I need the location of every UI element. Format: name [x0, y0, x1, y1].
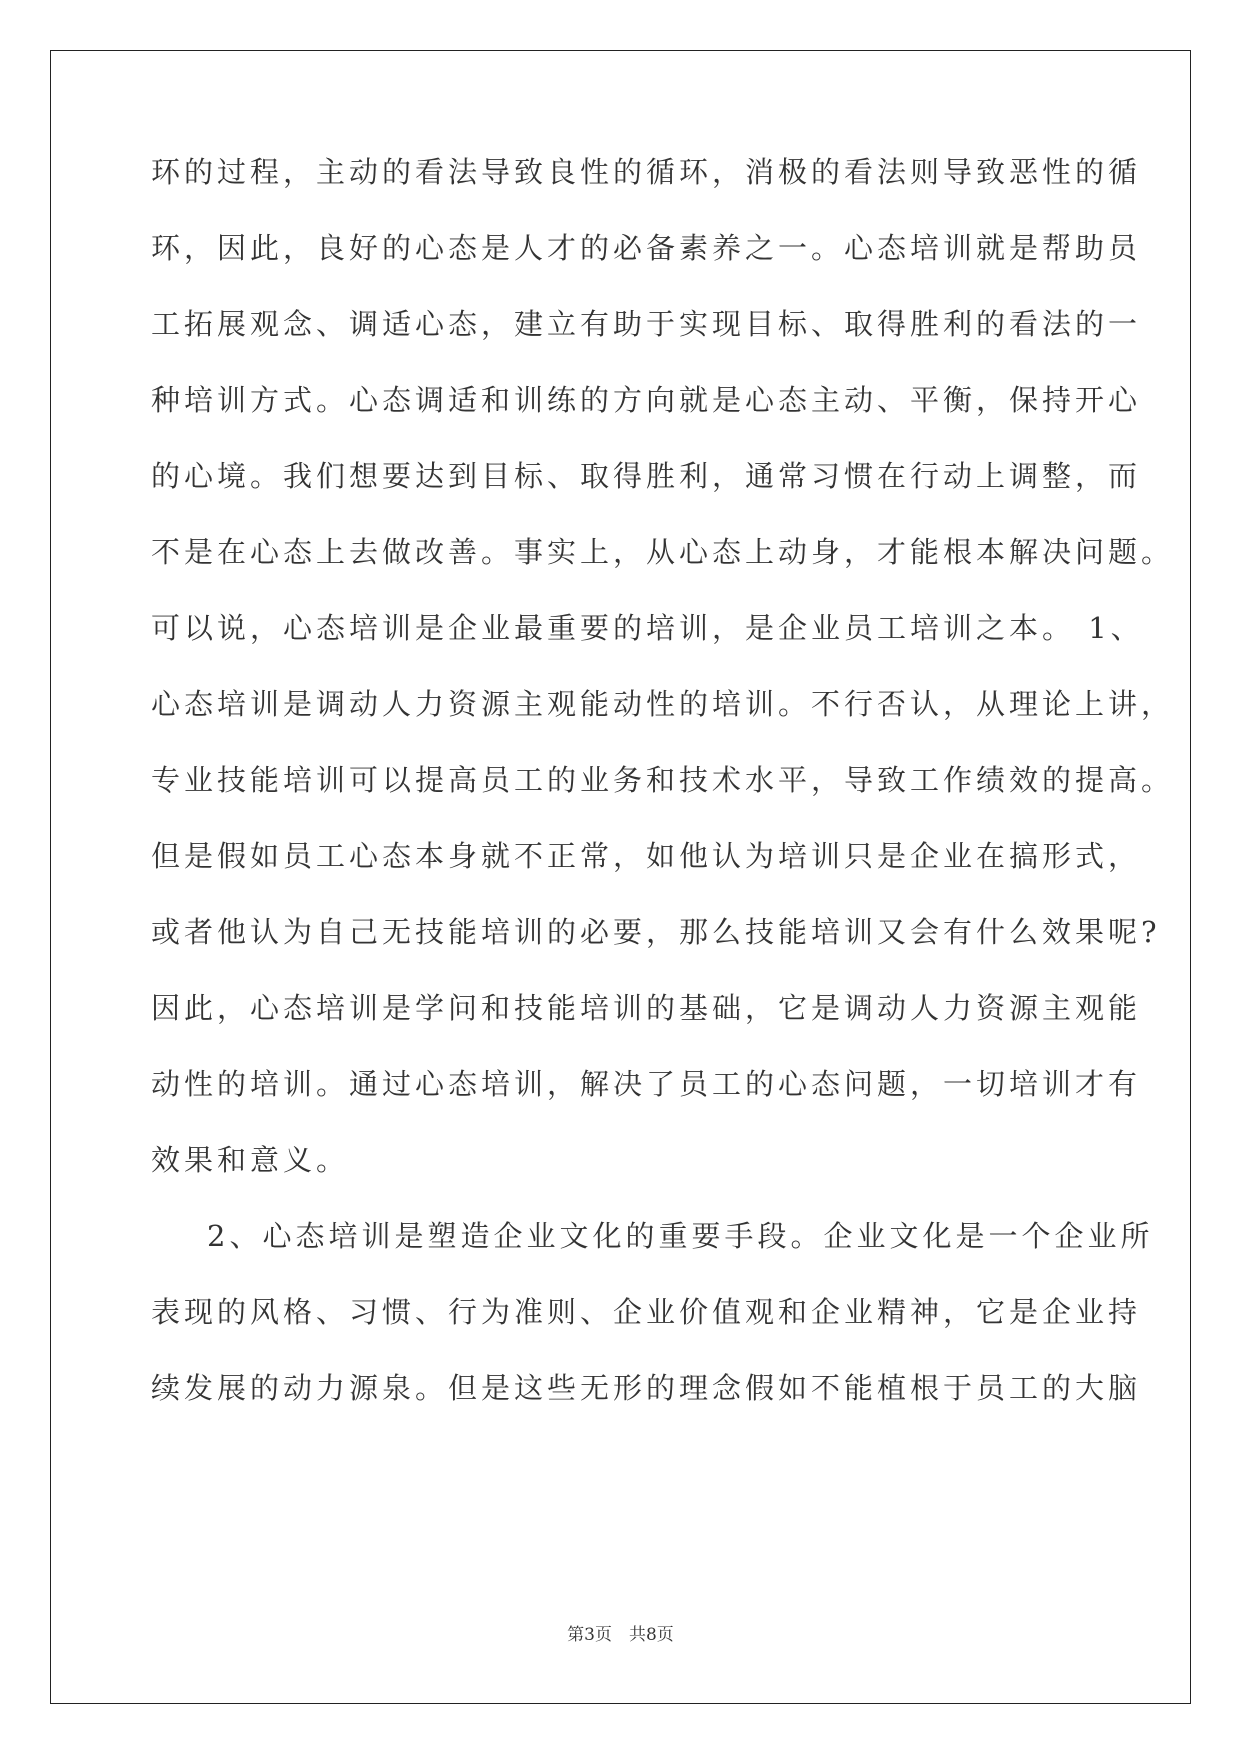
text-line: 效果和意义。 — [151, 1143, 350, 1177]
text-line: 可以说，心态培训是企业最重要的培训，是企业员工培训之本。 1、 — [151, 611, 1144, 645]
text-line: 但是假如员工心态本身就不正常，如他认为培训只是企业在搞形式， — [151, 839, 1142, 873]
text-line: 续发展的动力源泉。但是这些无形的理念假如不能植根于员工的大脑 — [151, 1371, 1142, 1405]
text-line: 工拓展观念、调适心态，建立有助于实现目标、取得胜利的看法的一 — [151, 307, 1142, 341]
page-border — [50, 50, 1191, 1704]
text-line: 的心境。我们想要达到目标、取得胜利，通常习惯在行动上调整，而 — [151, 459, 1142, 493]
text-line: 因此，心态培训是学问和技能培训的基础，它是调动人力资源主观能 — [151, 991, 1142, 1025]
text-line: 专业技能培训可以提高员工的业务和技术水平，导致工作绩效的提高。 — [151, 763, 1175, 797]
text-line: 表现的风格、习惯、行为准则、企业价值观和企业精神，它是企业持 — [151, 1295, 1142, 1329]
text-line: 或者他认为自己无技能培训的必要，那么技能培训又会有什么效果呢? — [151, 915, 1161, 949]
text-line: 动性的培训。通过心态培训，解决了员工的心态问题，一切培训才有 — [151, 1067, 1142, 1101]
text-line: 环的过程，主动的看法导致良性的循环，消极的看法则导致恶性的循 — [151, 155, 1142, 189]
paragraph-start-line: 2、心态培训是塑造企业文化的重要手段。企业文化是一个企业所 — [207, 1219, 1154, 1253]
text-line: 种培训方式。心态调适和训练的方向就是心态主动、平衡，保持开心 — [151, 383, 1142, 417]
text-line: 心态培训是调动人力资源主观能动性的培训。不行否认，从理论上讲， — [151, 687, 1175, 721]
text-line: 不是在心态上去做改善。事实上，从心态上动身，才能根本解决问题。 — [151, 535, 1175, 569]
page-number-footer: 第3页 共8页 — [567, 1625, 674, 1645]
text-line: 环，因此，良好的心态是人才的必备素养之一。心态培训就是帮助员 — [151, 231, 1142, 265]
